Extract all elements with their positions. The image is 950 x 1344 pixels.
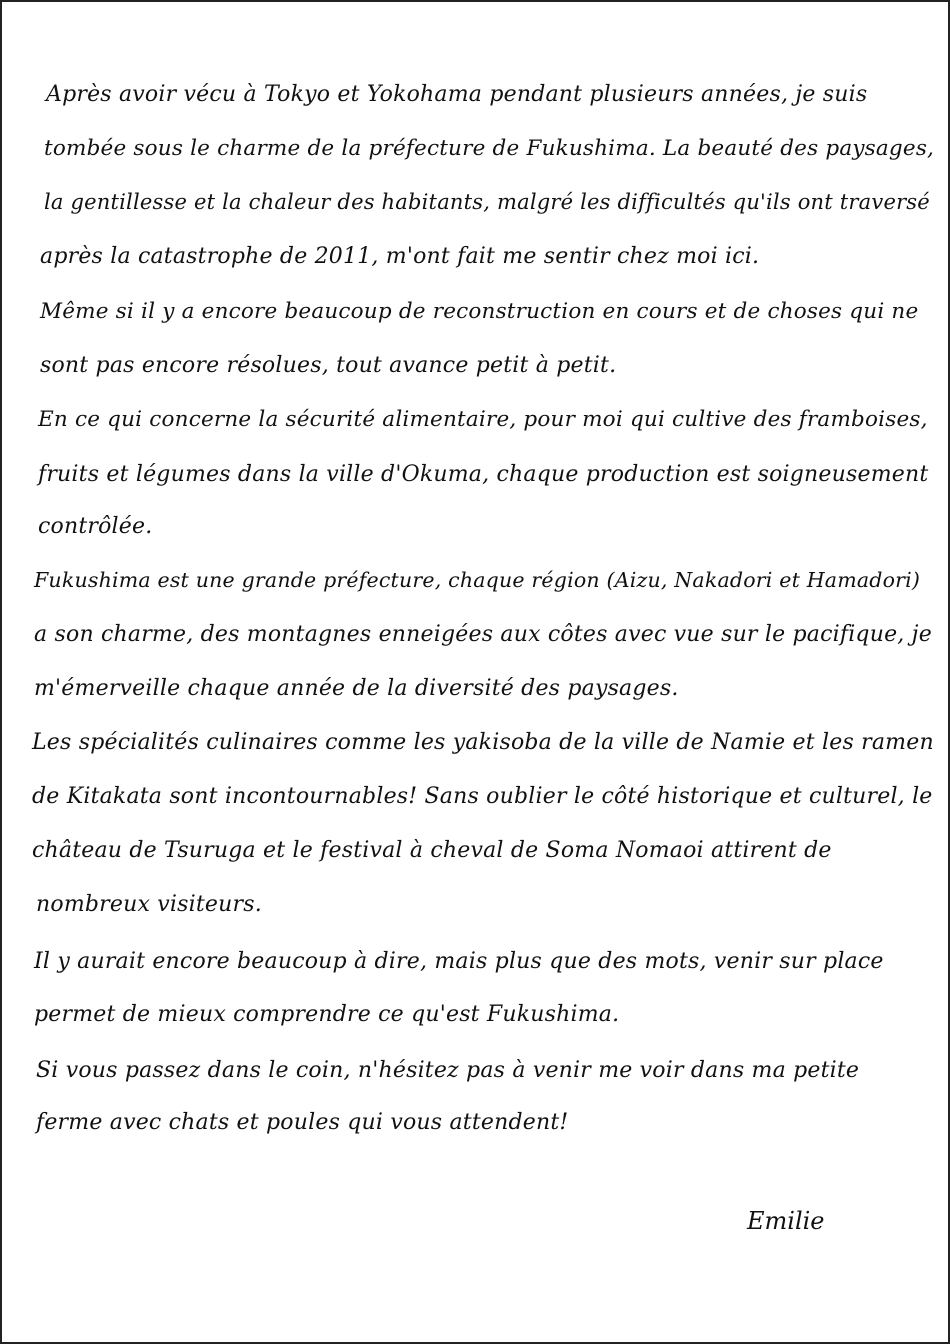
letter-line: Si vous passez dans le coin, n'hésitez pas à venir me voir dans ma petite	[36, 1058, 860, 1083]
letter-line: contrôlée.	[38, 514, 153, 539]
letter-line: la gentillesse et la chaleur des habitants, malgré les difficultés qu'ils ont traversé	[44, 190, 930, 214]
letter-line: tombée sous le charme de la préfecture de Fukushima. La beauté des paysages,	[44, 136, 935, 161]
letter-line: Les spécialités culinaires comme les yakisoba de la ville de Namie et les ramen	[32, 730, 934, 755]
letter-line: nombreux visiteurs.	[36, 892, 262, 917]
letter-line: après la catastrophe de 2011, m'ont fait me sentir chez moi ici.	[40, 244, 760, 269]
letter-line: sont pas encore résolues, tout avance petit à petit.	[40, 353, 617, 378]
letter-line: a son charme, des montagnes enneigées aux côtes avec vue sur le pacifique, je	[34, 622, 932, 647]
letter-line: Il y aurait encore beaucoup à dire, mais plus que des mots, venir sur place	[34, 949, 884, 974]
letter-line: ferme avec chats et poules qui vous attendent!	[36, 1110, 569, 1135]
letter-line: château de Tsuruga et le festival à cheval de Soma Nomaoi attirent de	[32, 838, 832, 863]
letter-line: Même si il y a encore beaucoup de reconstruction en cours et de choses qui ne	[40, 299, 919, 324]
letter-line: de Kitakata sont incontournables! Sans oublier le côté historique et culturel, le	[32, 784, 933, 809]
letter-line: permet de mieux comprendre ce qu'est Fukushima.	[34, 1002, 620, 1027]
letter-line: En ce qui concerne la sécurité alimentaire, pour moi qui cultive des framboises,	[38, 407, 928, 432]
letter-line: Après avoir vécu à Tokyo et Yokohama pendant plusieurs années, je suis	[46, 82, 868, 107]
letter-line: m'émerveille chaque année de la diversité des paysages.	[34, 676, 679, 701]
signature: Emilie	[747, 1207, 825, 1235]
letter-line: Fukushima est une grande préfecture, chaque région (Aizu, Nakadori et Hamadori)	[34, 568, 921, 592]
letter-line: fruits et légumes dans la ville d'Okuma, chaque production est soigneusement	[38, 462, 929, 487]
